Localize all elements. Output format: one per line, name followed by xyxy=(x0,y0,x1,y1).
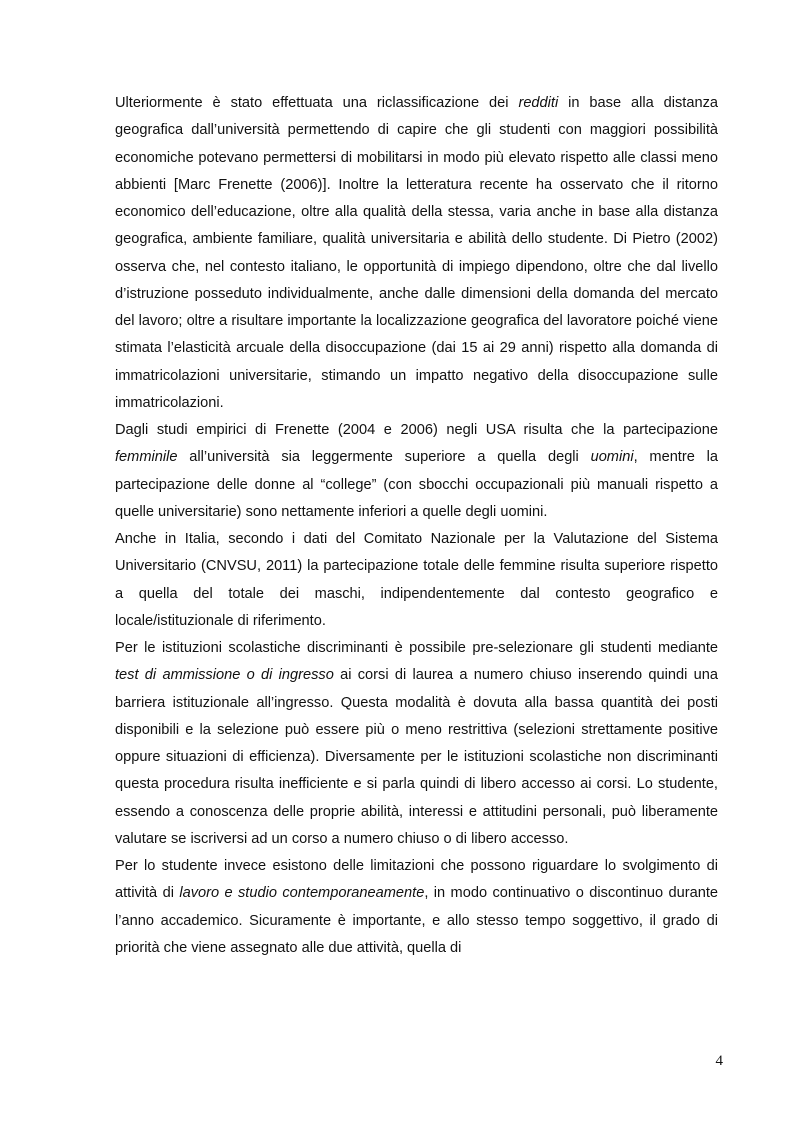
italic-text: uomini xyxy=(590,449,634,466)
italic-text: redditi xyxy=(518,95,559,111)
text-run: , in modo continuativo o discontinuo durante l’anno accademico. Sicuramente è importante, e allo stesso tempo soggettivo, il grado di priorità che viene assegnato alle due attività, quella di xyxy=(115,885,718,956)
text-run: Per lo studente invece esistono delle limitazioni che possono riguardare lo svolgimento di attività di xyxy=(115,858,718,902)
text-run: all’università sia leggermente superiore a quella degli xyxy=(177,449,591,466)
text-run: Anche in Italia, secondo i dati del Comitato Nazionale per la Valutazione del Sistema Universitario (CNVSU, 2011) la partecipazione totale delle femmine risulta superiore rispetto a quella del totale dei maschi, indipendentemente dal contesto geografico e locale/istituzionale di riferimento. xyxy=(115,531,718,629)
body-text xyxy=(115,90,718,962)
text-run: in base alla distanza geografica dall’università permettendo di capire che gli studenti con maggiori possibilità economiche potevano permettersi di mobilitarsi in modo più elevato rispetto alle classi meno abbienti [Marc Frenette (2006)]. Inoltre la letteratura recente ha osservato che il ritorno economico dell’educazione, oltre alla qualità della stessa, varia anche in base alla distanza geografica, ambiente familiare, qualità universitaria e abilità dello studente. Di Pietro (2002) osserva che, nel contesto italiano, le opportunità di impiego dipendono, oltre che dal livello d’istruzione posseduto individualmente, anche dalle dimensioni della domanda del mercato del lavoro; oltre a risultare importante la localizzazione geografica del lavoratore poiché viene stimata l’elasticità arcuale della disoccupazione (dai 15 ai 29 anni) rispetto alla domanda di immatricolazioni universitarie, stimando un impatto negativo della disoccupazione sulle immatricolazioni. xyxy=(115,95,718,411)
paragraph xyxy=(115,417,718,526)
italic-text: femminile xyxy=(115,449,178,466)
text-run: Ulteriormente è stato effettuata una riclassificazione dei xyxy=(115,95,519,111)
text-run: , mentre la partecipazione delle donne al “college” (con sbocchi occupazionali più manuali rispetto a quelle universitarie) sono nettamente inferiori a quelle degli uomini. xyxy=(115,449,718,520)
page-number: 4 xyxy=(715,1053,723,1069)
paragraph xyxy=(115,853,718,962)
text-run: ai corsi di laurea a numero chiuso inserendo quindi una barriera istituzionale all’ingresso. Questa modalità è dovuta alla bassa quantità dei posti disponibili e la selezione può essere più o meno restrittiva (selezioni strettamente positive oppure situazioni di efficienza). Diversamente per le istituzioni scolastiche non discriminanti questa procedura risulta inefficiente e si parla quindi di libero accesso ai corsi. Lo studente, essendo a conoscenza delle proprie abilità, interessi e attitudini personali, può liberamente valutare se iscriversi ad un corso a numero chiuso o di libero accesso. xyxy=(115,667,718,847)
paragraph xyxy=(115,526,718,635)
text-run: Dagli studi empirici di Frenette (2004 e 2006) negli USA risulta che la partecipazione xyxy=(115,422,718,438)
paragraph xyxy=(115,635,718,853)
italic-text: test di ammissione o di ingresso xyxy=(115,667,334,684)
paragraph xyxy=(115,90,718,417)
italic-text: lavoro e studio contemporaneamente xyxy=(179,885,425,902)
text-run: Per le istituzioni scolastiche discriminanti è possibile pre-selezionare gli studenti mediante xyxy=(115,640,718,656)
